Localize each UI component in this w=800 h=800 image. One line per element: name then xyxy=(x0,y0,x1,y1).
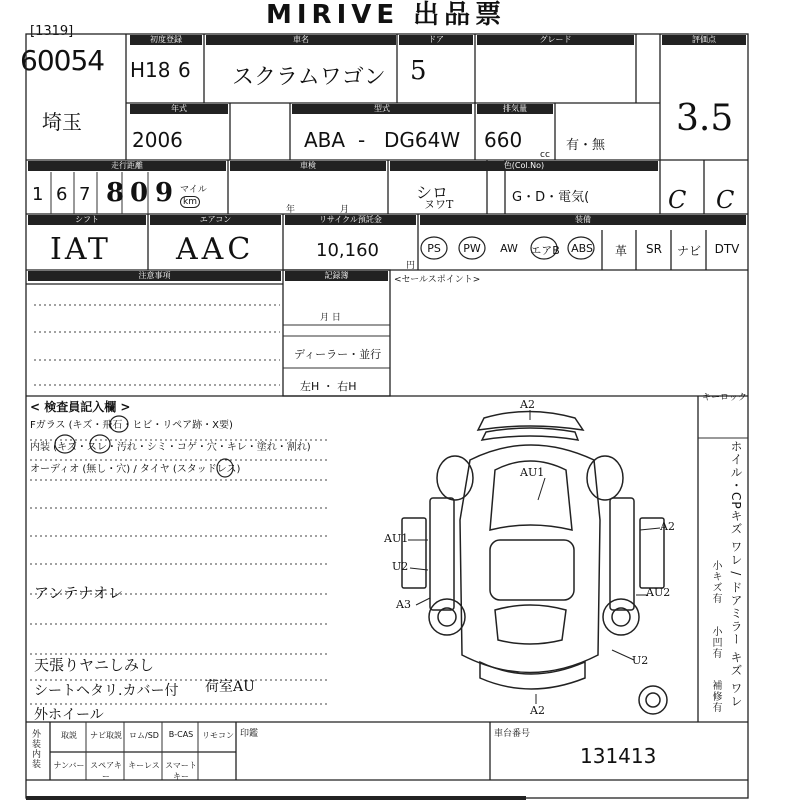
misc-remote: リモコン xyxy=(202,731,234,740)
hand-note-4: 外ホイール xyxy=(34,707,104,723)
mileage-d5: 0 xyxy=(130,178,149,208)
doors-label: ドア xyxy=(399,35,473,45)
misc-smart-key: スマートキー xyxy=(165,761,197,781)
car-name-label: 車名 xyxy=(206,35,396,45)
sheet-title: MIRIVE 出品票 xyxy=(266,0,507,30)
car-diagram xyxy=(402,412,667,715)
model-label: 型式 xyxy=(292,104,472,114)
hand-note-cargo: 荷室AU xyxy=(205,679,255,695)
model-prefix: ABA xyxy=(304,128,346,152)
score: 3.5 xyxy=(676,98,734,139)
equip-leather: 革 xyxy=(614,244,627,258)
hand-note-2: 天張りヤニしみし xyxy=(34,656,155,674)
misc-bcas: B-CAS xyxy=(168,730,194,739)
year-label: 年式 xyxy=(130,104,228,114)
record-label: 記録簿 xyxy=(285,271,388,281)
note-audio-tire: オーディオ (無し・穴) / タイヤ (スタッドレス) xyxy=(30,464,241,475)
shift: IAT xyxy=(50,232,111,267)
vin-label: 車台番号 xyxy=(494,729,531,739)
equip-ps: PS xyxy=(427,242,441,255)
mileage-d2: 6 xyxy=(56,184,68,205)
hand-note-3: シートヘタリ.カバー付 xyxy=(34,683,179,699)
mark-left-rear: A3 xyxy=(396,598,411,611)
era: H18 xyxy=(130,58,171,82)
yen-unit: 円 xyxy=(406,261,416,271)
note-glass: Fガラス (キズ・飛石・ヒビ・リペア跡・X要) xyxy=(30,420,233,431)
note-interior: 内装 (キズ・スレ・汚れ・シミ・コゲ・穴・キレ・塗れ・割れ) xyxy=(30,442,311,453)
ext-grade: C xyxy=(668,186,687,214)
equip-aw: AW xyxy=(500,242,518,255)
recycle-fee: 10,160 xyxy=(316,240,379,261)
shift-label: シフト xyxy=(28,215,146,225)
equip-abs: ABS xyxy=(571,242,593,255)
color-label: 色(Col.No) xyxy=(390,161,658,171)
mark-hood: AU1 xyxy=(520,466,545,479)
equip-pw: PW xyxy=(463,242,481,255)
color-note: ヌワT xyxy=(424,198,454,211)
grade-label: グレード xyxy=(477,35,634,45)
misc-plate: ナンバー xyxy=(53,761,85,770)
model-code: DG64W xyxy=(384,128,461,152)
lot-bracket: [1319] xyxy=(30,24,74,39)
lot-number: 60054 xyxy=(20,44,105,77)
fuel-option: 有・無 xyxy=(566,138,606,153)
car-name: スクラムワゴン xyxy=(232,65,386,90)
misc-rom: ロム/SD xyxy=(129,731,159,740)
doors: 5 xyxy=(410,56,427,86)
misc-navi-manual: ナビ取説 xyxy=(90,731,122,740)
mark-left-front: AU1 xyxy=(384,532,409,545)
air-conditioner: AAC xyxy=(176,232,255,267)
ext-int-label: 外装 内装 xyxy=(32,730,42,770)
km-unit: km xyxy=(180,196,200,208)
first-reg-label: 初度登録 xyxy=(130,35,202,45)
steering-side: 左H ・ 右H xyxy=(300,380,357,393)
side-sub-1: 小キズ有 xyxy=(710,560,721,604)
color: シロ xyxy=(416,183,449,202)
mark-left-door: U2 xyxy=(392,560,409,573)
hand-note-1: アンテナオレ xyxy=(34,584,124,602)
int-grade: C xyxy=(716,186,735,214)
recycle-label: リサイクル預託金 xyxy=(285,215,416,225)
equip-navi: ナビ xyxy=(676,244,701,258)
inspection-label: 車検 xyxy=(230,161,386,171)
mileage-d3: 7 xyxy=(79,184,91,205)
cc-unit: cc xyxy=(540,150,550,160)
year-unit: 年 xyxy=(286,205,296,215)
keylock-label: キーロック xyxy=(702,393,747,403)
equip-dtv: DTV xyxy=(714,242,740,256)
color-options: G・D・電気( xyxy=(512,190,590,205)
score-label: 評価点 xyxy=(662,35,746,45)
misc-keyless: キーレス xyxy=(128,761,160,770)
dealer-type: ディーラー・並行 xyxy=(294,348,382,361)
mark-right-front: A2 xyxy=(660,520,675,533)
equip-sr: SR xyxy=(646,242,662,256)
ac-label: エアコン xyxy=(150,215,281,225)
mileage-d4: 8 xyxy=(106,178,125,208)
displacement: 660 xyxy=(484,128,523,152)
mileage-d6: 9 xyxy=(155,178,174,208)
mark-rear-corner: U2 xyxy=(632,654,649,667)
side-sub-2: 小凹有 xyxy=(710,626,721,659)
wheel-mirror-note: ホイル・CPキズ ワレ / ドアミラー キズ ワレ xyxy=(729,440,743,708)
equip-airbag: エアB xyxy=(530,244,560,257)
side-sub-3: 補修有 xyxy=(710,680,721,713)
model-year: 2006 xyxy=(132,128,183,152)
displacement-label: 排気量 xyxy=(477,104,553,114)
mark-front: A2 xyxy=(520,398,535,411)
mileage-label: 走行距離 xyxy=(28,161,226,171)
month: 6 xyxy=(178,58,191,82)
misc-spare-key: スペアキー xyxy=(90,761,122,781)
month-unit: 月 xyxy=(340,205,350,215)
prefecture: 埼玉 xyxy=(42,110,82,134)
model-sep: - xyxy=(358,128,366,152)
options-label: 装備 xyxy=(420,215,746,225)
sales-point-label: <セールスポイント> xyxy=(394,275,481,285)
notes-label: 注意事項 xyxy=(28,271,281,281)
mark-right-rear: AU2 xyxy=(646,586,671,599)
mile-unit: マイル xyxy=(180,185,207,195)
seal-label: 印鑑 xyxy=(240,729,259,739)
vin-tail: 131413 xyxy=(580,744,657,768)
record-date: 月 日 xyxy=(320,313,341,323)
mileage-d1: 1 xyxy=(32,184,44,205)
mark-rear: A2 xyxy=(530,704,545,717)
misc-manual: 取説 xyxy=(61,731,77,740)
inspector-heading: < 検査員記入欄 > xyxy=(30,400,131,414)
